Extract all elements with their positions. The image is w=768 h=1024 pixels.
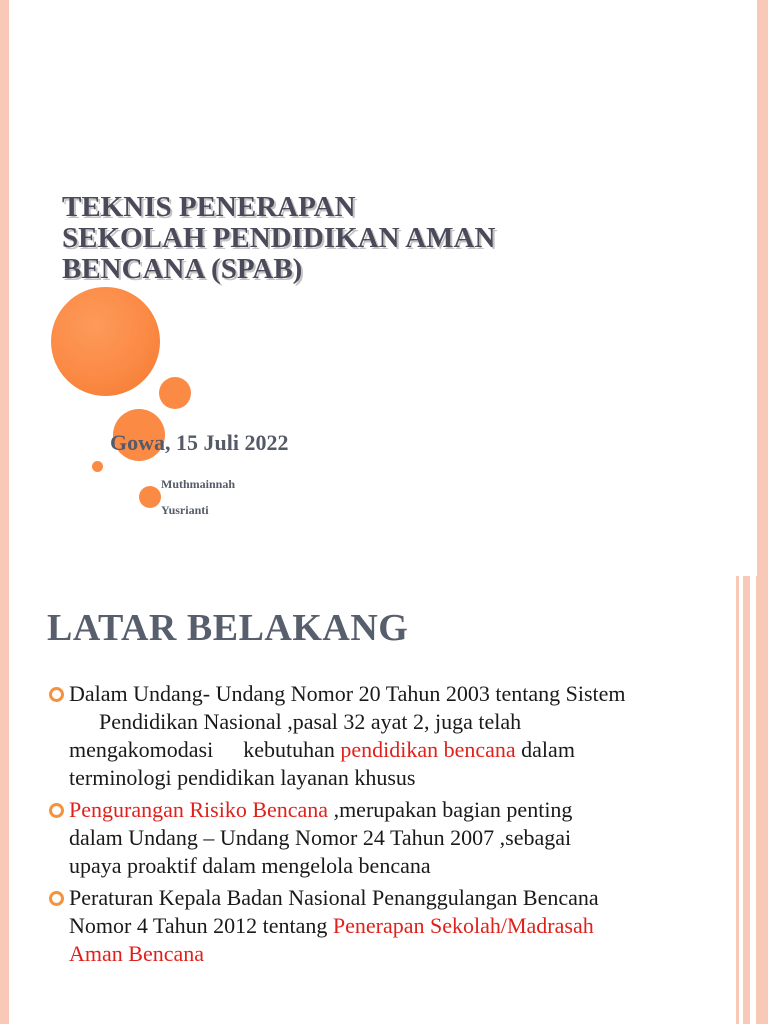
bullet-text: Pendidikan Nasional ,pasal 32 ayat 2, juga telah: [99, 709, 522, 734]
circle-bullet-icon: [49, 891, 64, 906]
large-circle-decoration: [51, 287, 160, 396]
bullet-text: mengakomodasi: [69, 737, 214, 762]
list-item: [47, 796, 737, 880]
author-name: Muthmainnah: [161, 477, 236, 491]
circle-bullet-icon: [49, 687, 64, 702]
left-stripe: [0, 576, 9, 1024]
highlighted-text: pendidikan bencana: [340, 737, 516, 762]
bullet-list: [47, 680, 737, 972]
left-stripe: [0, 0, 9, 576]
circle-bullet-icon: [49, 803, 64, 818]
slide-title: [62, 192, 622, 285]
bullet-text: dalam: [515, 737, 575, 762]
title-line: TEKNIS PENERAPAN: [62, 191, 356, 223]
presentation-date: Gowa, 15 Juli 2022: [110, 430, 289, 455]
highlighted-text: Aman Bencana: [69, 941, 204, 966]
content-slide: [0, 576, 768, 1024]
highlighted-text: Pengurangan Risiko Bencana: [69, 797, 329, 822]
bullet-text: dalam Undang – Undang Nomor 24 Tahun 2007 ,sebagai: [69, 825, 572, 850]
slide-heading: LATAR BELAKANG: [47, 607, 409, 649]
right-stripe: [757, 0, 768, 576]
right-stripe-b: [743, 576, 750, 1024]
bullet-text: Dalam Undang- Undang Nomor 20 Tahun 2003 tentang Sistem: [69, 681, 626, 706]
bullet-text: kebutuhan: [243, 737, 341, 762]
title-line: SEKOLAH PENDIDIKAN AMAN: [62, 222, 496, 254]
bullet-text: Peraturan Kepala Badan Nasional Penanggulangan Bencana: [69, 885, 599, 910]
bullet-text: Nomor 4 Tahun 2012 tentang: [69, 913, 333, 938]
author-name: Yusrianti: [161, 503, 209, 517]
right-stripe-c: [756, 576, 768, 1024]
bullet-text: terminologi pendidikan layanan khusus: [69, 765, 416, 790]
title-line: BENCANA (SPAB): [62, 253, 303, 285]
list-item: [47, 884, 737, 968]
small-circle-decoration-2: [139, 486, 161, 508]
list-item: [47, 680, 737, 792]
bullet-text: upaya proaktif dalam mengelola bencana: [69, 853, 431, 878]
tiny-circle-decoration: [92, 461, 103, 472]
bullet-text: ,merupakan bagian penting: [328, 797, 573, 822]
small-circle-decoration: [159, 377, 191, 409]
highlighted-text: Penerapan Sekolah/Madrasah: [332, 913, 594, 938]
